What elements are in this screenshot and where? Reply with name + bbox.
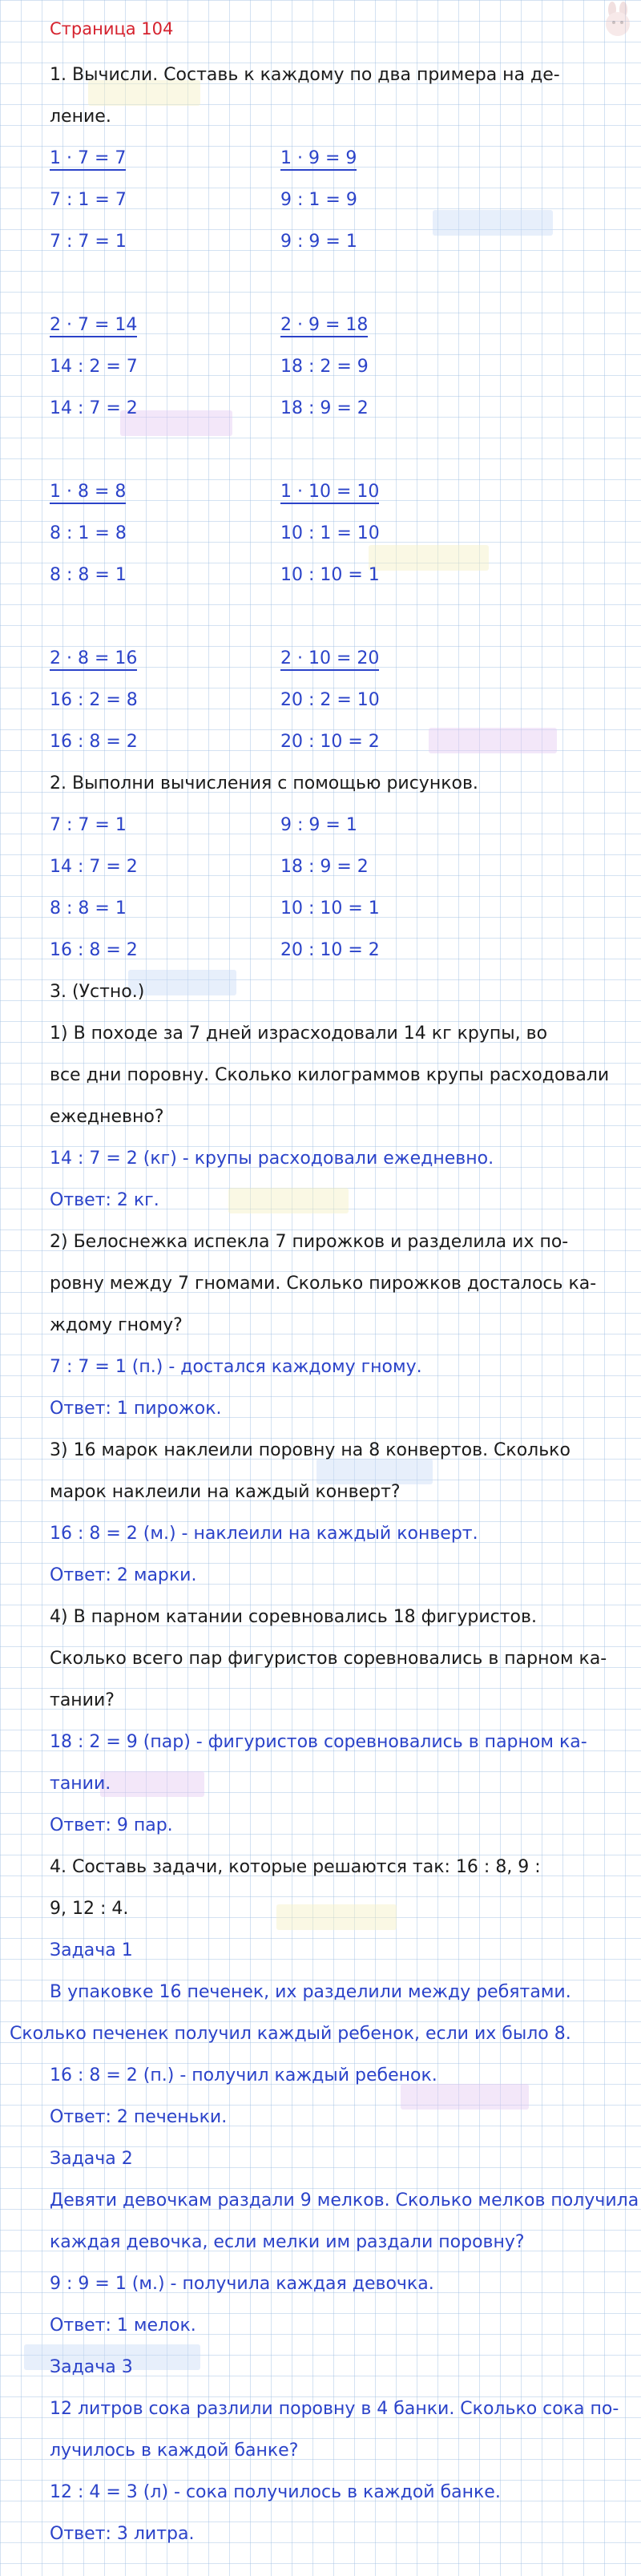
problem-label: Задача 2 (50, 2149, 133, 2169)
example-text: 1 · 8 = 8 (50, 482, 126, 504)
answer-line: Ответ: 3 литра. (50, 2524, 195, 2544)
problem-text: 2) Белоснежка испекла 7 пирожков и разделила их по- (50, 1232, 569, 1252)
problem-text: ежедневно? (50, 1107, 164, 1127)
problem-text: Девяти девочкам раздали 9 мелков. Сколько мелков получила (50, 2190, 639, 2211)
watermark (433, 210, 553, 236)
problem-text: ровну между 7 гномами. Сколько пирожков досталось ка- (50, 1274, 597, 1294)
calc-line: 7 : 7 = 1 (50, 815, 127, 835)
bunny-logo-icon (599, 2, 636, 38)
solution-line: 7 : 7 = 1 (п.) - достался каждому гному. (50, 1357, 422, 1377)
example-text: 1 · 9 = 9 (280, 148, 357, 171)
task1-title-line1: 1. Вычисли. Составь к каждому по два примера на де- (50, 65, 560, 85)
example-line (280, 648, 379, 670)
problem-text: В упаковке 16 печенек, их разделили между ребятами. (50, 1982, 571, 2002)
problem-text: лучилось в каждой банке? (50, 2441, 299, 2461)
task2-title: 2. Выполни вычисления с помощью рисунков. (50, 773, 478, 793)
example-line: 7 : 1 = 7 (50, 190, 127, 210)
example-line: 18 : 2 = 9 (280, 357, 369, 377)
solution-line: 9 : 9 = 1 (м.) - получила каждая девочка. (50, 2274, 434, 2294)
example-line: 20 : 10 = 2 (280, 732, 380, 752)
solution-line: 14 : 7 = 2 (кг) - крупы расходовали ежедневно. (50, 1149, 494, 1169)
solution-line: 18 : 2 = 9 (пар) - фигуристов соревновались в парном ка- (50, 1732, 587, 1752)
example-text: 1 · 7 = 7 (50, 148, 126, 171)
example-text: 2 · 10 = 20 (280, 648, 379, 671)
calc-line: 8 : 8 = 1 (50, 898, 127, 919)
example-line: 18 : 9 = 2 (280, 398, 369, 418)
problem-text: Сколько всего пар фигуристов соревновались в парном ка- (50, 1649, 607, 1669)
answer-line: Ответ: 2 марки. (50, 1565, 197, 1585)
problem-text: 4) В парном катании соревновались 18 фигуристов. (50, 1607, 537, 1627)
task4-title-line1: 4. Составь задачи, которые решаются так: 16 : 8, 9 : (50, 1857, 541, 1877)
example-line (50, 314, 137, 337)
example-line: 9 : 1 = 9 (280, 190, 357, 210)
example-line (50, 481, 126, 503)
example-line: 14 : 2 = 7 (50, 357, 138, 377)
example-line: 20 : 2 = 10 (280, 690, 380, 710)
problem-text: тании? (50, 1690, 115, 1710)
problem-label: Задача 1 (50, 1940, 133, 1960)
calc-line: 18 : 9 = 2 (280, 857, 369, 877)
solution-line: 16 : 8 = 2 (п.) - получил каждый ребенок. (50, 2065, 437, 2085)
example-line: 9 : 9 = 1 (280, 232, 357, 252)
problem-text: все дни поровну. Сколько килограммов крупы расходовали (50, 1065, 610, 1085)
watermark (429, 728, 557, 753)
example-line: 10 : 1 = 10 (280, 523, 380, 543)
example-line (280, 481, 379, 503)
solution-line: 12 : 4 = 3 (л) - сока получилось в каждой банке. (50, 2482, 501, 2502)
solution-line: тании. (50, 1774, 111, 1794)
problem-text: 1) В походе за 7 дней израсходовали 14 кг крупы, во (50, 1024, 548, 1044)
example-line (50, 648, 137, 670)
task4-title-line2: 9, 12 : 4. (50, 1899, 129, 1919)
example-text: 1 · 10 = 10 (280, 482, 379, 504)
example-line (280, 147, 357, 170)
example-text: 2 · 8 = 16 (50, 648, 137, 671)
example-line: 14 : 7 = 2 (50, 398, 138, 418)
problem-text: 12 литров сока разлили поровну в 4 банки. Сколько сока по- (50, 2399, 619, 2419)
example-line: 7 : 7 = 1 (50, 232, 127, 252)
answer-line: Ответ: 1 мелок. (50, 2316, 196, 2336)
calc-line: 14 : 7 = 2 (50, 857, 138, 877)
answer-line: Ответ: 2 печеньки. (50, 2107, 228, 2127)
problem-text: 3) 16 марок наклеили поровну на 8 конвертов. Сколько (50, 1440, 570, 1460)
example-line: 10 : 10 = 1 (280, 565, 380, 585)
task3-title: 3. (Устно.) (50, 982, 145, 1002)
watermark (276, 1904, 397, 1930)
calc-line: 20 : 10 = 2 (280, 940, 380, 960)
example-line: 8 : 1 = 8 (50, 523, 127, 543)
example-line: 16 : 2 = 8 (50, 690, 138, 710)
calc-line: 9 : 9 = 1 (280, 815, 357, 835)
example-text: 2 · 7 = 14 (50, 315, 137, 337)
example-line: 16 : 8 = 2 (50, 732, 138, 752)
calc-line: 16 : 8 = 2 (50, 940, 138, 960)
problem-text: каждая девочка, если мелки им раздали поровну? (50, 2232, 525, 2252)
task1-title-line2: ление. (50, 107, 111, 127)
example-line (50, 147, 126, 170)
answer-line: Ответ: 2 кг. (50, 1190, 159, 1210)
answer-line: Ответ: 9 пар. (50, 1815, 173, 1835)
watermark (100, 1771, 204, 1797)
problem-text: ждому гному? (50, 1315, 183, 1335)
calc-line: 10 : 10 = 1 (280, 898, 380, 919)
watermark (228, 1188, 349, 1213)
problem-label: Задача 3 (50, 2357, 133, 2377)
example-line (280, 314, 368, 337)
watermark (401, 2084, 529, 2110)
page-label: Страница 104 (50, 19, 174, 38)
problem-text: марок наклеили на каждый конверт? (50, 1482, 401, 1502)
watermark (369, 545, 489, 571)
example-line: 8 : 8 = 1 (50, 565, 127, 585)
example-text: 2 · 9 = 18 (280, 315, 368, 337)
answer-line: Ответ: 1 пирожок. (50, 1399, 222, 1419)
solution-line: 16 : 8 = 2 (м.) - наклеили на каждый конверт. (50, 1524, 478, 1544)
problem-text: Сколько печенек получил каждый ребенок, если их было 8. (10, 2024, 571, 2044)
